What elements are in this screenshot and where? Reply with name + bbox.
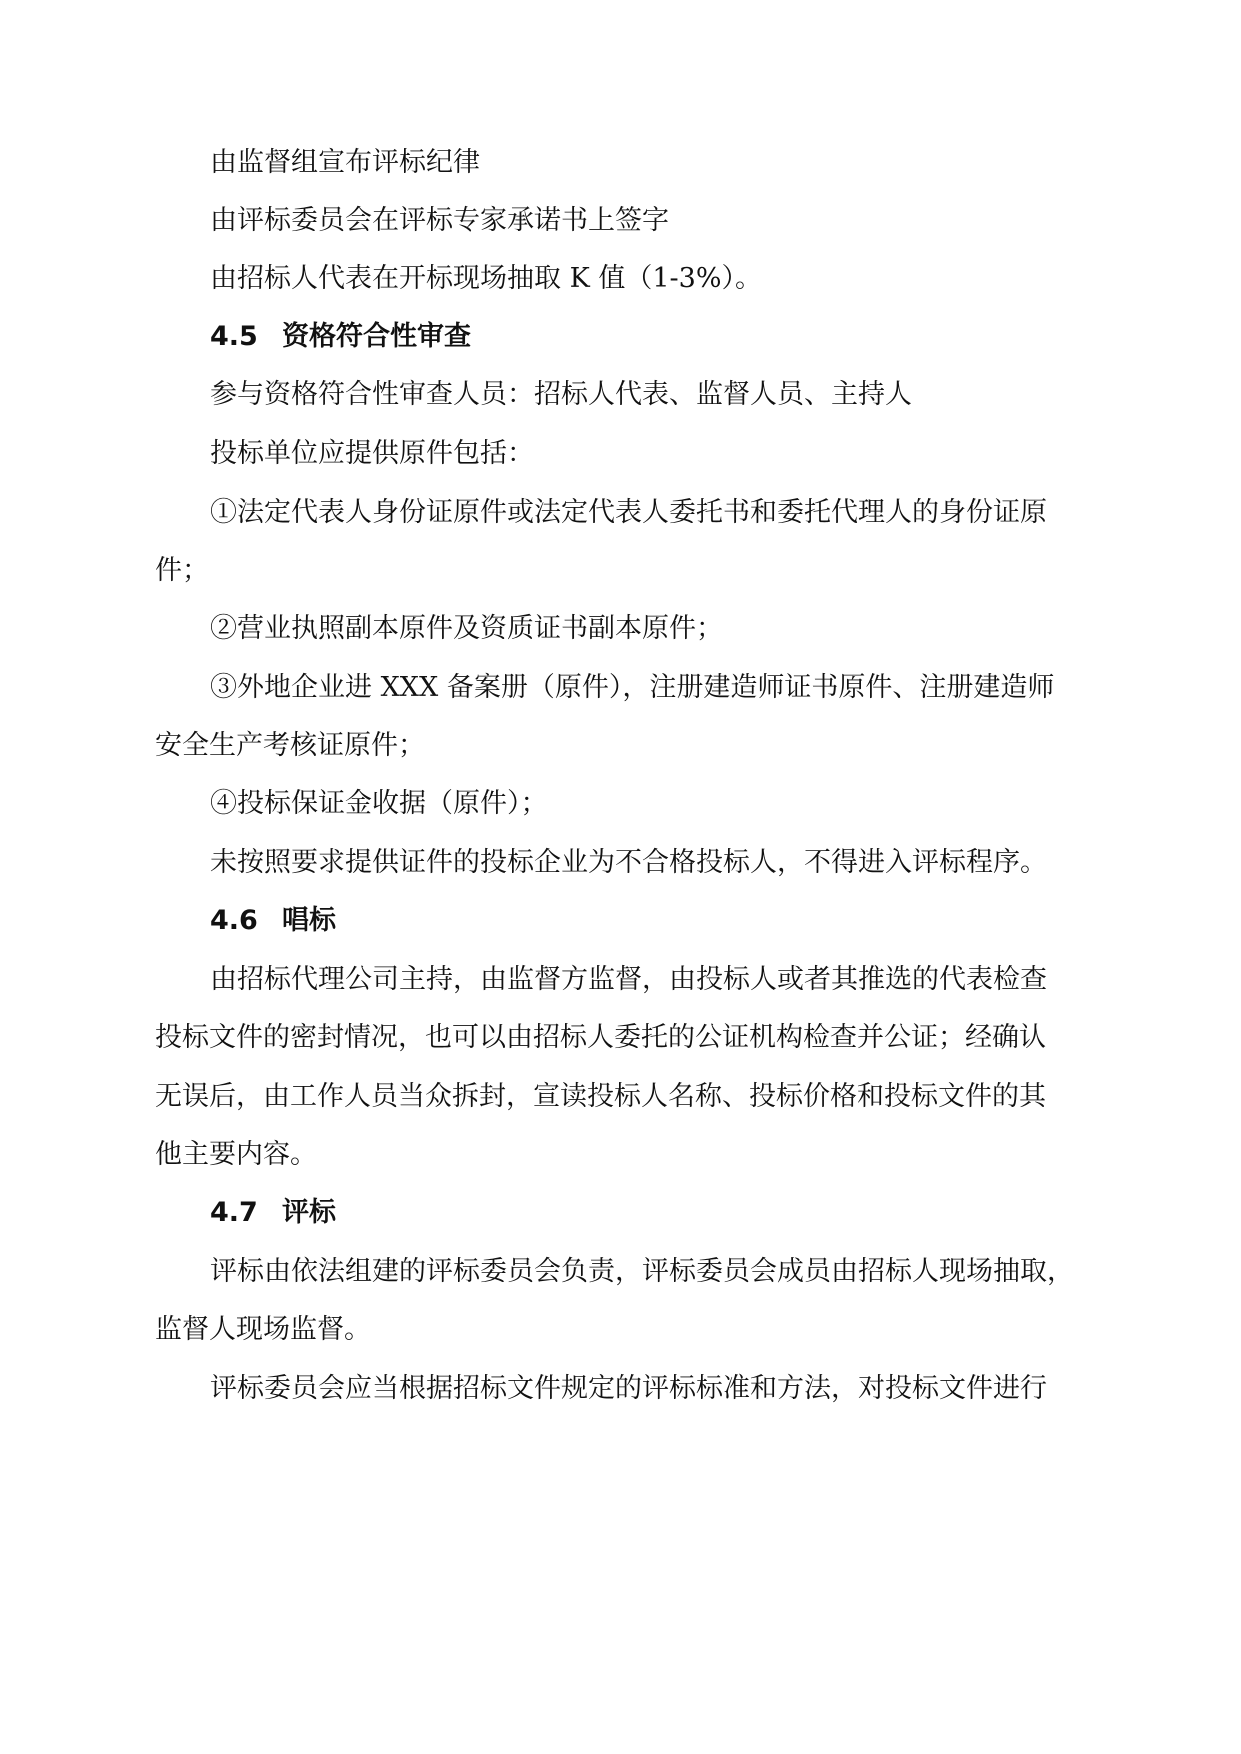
paragraph: 由招标代理公司主持，由监督方监督，由投标人或者其推选的代表检查	[210, 964, 1047, 995]
list-item-2: ②营业执照副本原件及资质证书副本原件；	[210, 613, 723, 644]
section-title: 唱标	[282, 905, 336, 936]
paragraph: 评标由依法组建的评标委员会负责，评标委员会成员由招标人现场抽取，	[210, 1256, 1074, 1287]
section-heading-4-5	[210, 320, 471, 354]
section-number: 4.6	[210, 905, 258, 936]
paragraph-cont: 投标文件的密封情况，也可以由招标人委托的公证机构检查并公证；经确认	[155, 1022, 1046, 1053]
list-item-3: ③外地企业进 XXX 备案册（原件），注册建造师证书原件、注册建造师	[210, 672, 1055, 703]
paragraph: 由监督组宣布评标纪律	[210, 147, 480, 178]
paragraph-cont: 无误后，由工作人员当众拆封，宣读投标人名称、投标价格和投标文件的其	[155, 1081, 1046, 1112]
paragraph-cont: 监督人现场监督。	[155, 1314, 371, 1345]
paragraph: 由评标委员会在评标专家承诺书上签字	[210, 205, 669, 236]
paragraph: 投标单位应提供原件包括：	[210, 438, 534, 469]
section-heading-4-6	[210, 904, 336, 938]
list-item-1-cont: 件；	[155, 555, 209, 586]
list-item-3-cont: 安全生产考核证原件；	[155, 730, 425, 761]
paragraph: 评标委员会应当根据招标文件规定的评标标准和方法，对投标文件进行	[210, 1373, 1047, 1404]
paragraph: 由招标人代表在开标现场抽取 K 值（1-3%）。	[210, 263, 762, 294]
section-title: 评标	[282, 1197, 336, 1228]
section-number: 4.5	[210, 321, 258, 352]
list-item-4: ④投标保证金收据（原件）；	[210, 788, 548, 819]
section-number: 4.7	[210, 1197, 258, 1228]
paragraph: 未按照要求提供证件的投标企业为不合格投标人，不得进入评标程序。	[210, 847, 1047, 878]
section-title: 资格符合性审查	[282, 321, 471, 352]
paragraph: 参与资格符合性审查人员：招标人代表、监督人员、主持人	[210, 379, 912, 410]
list-item-1: ①法定代表人身份证原件或法定代表人委托书和委托代理人的身份证原	[210, 497, 1047, 528]
paragraph-cont: 他主要内容。	[155, 1139, 317, 1170]
section-heading-4-7	[210, 1196, 336, 1230]
